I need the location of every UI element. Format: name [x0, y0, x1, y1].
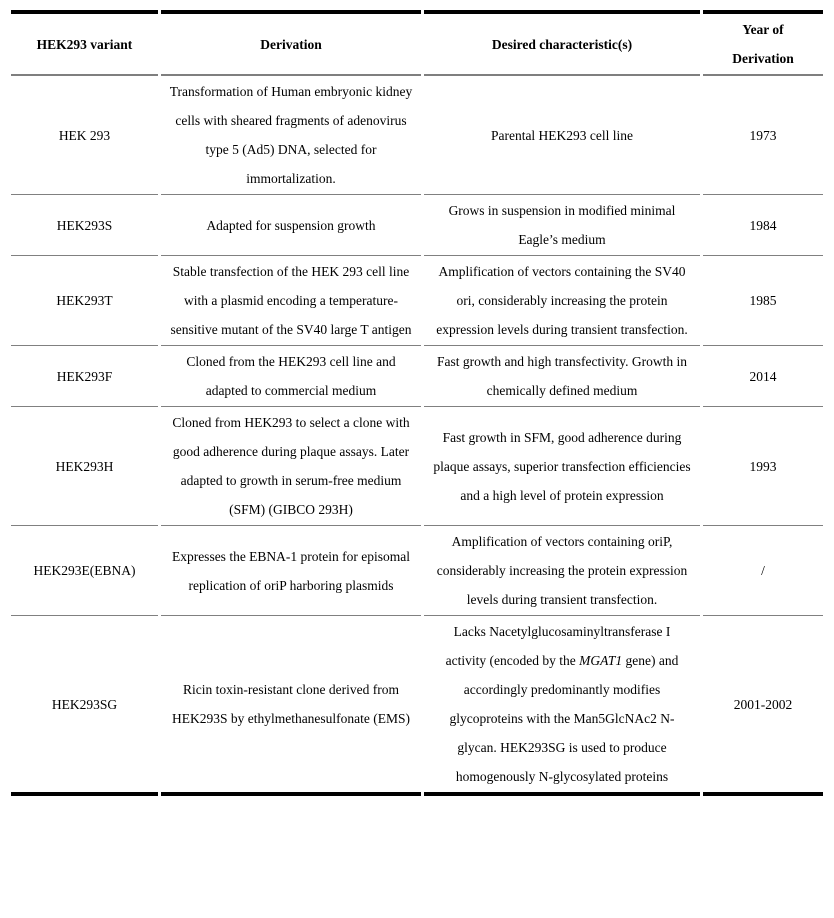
variant-cell: HEK293E(EBNA) [11, 526, 158, 616]
year-cell: 1993 [703, 407, 823, 526]
hek293-variants-table [8, 10, 826, 796]
characteristics-cell: Parental HEK293 cell line [424, 76, 700, 195]
header-year-of-derivation: Year of Derivation [703, 10, 823, 76]
table-header [11, 10, 823, 76]
characteristics-cell: Fast growth in SFM, good adherence during plaque assays, superior transfection efficiencies and a high level of protein expression [424, 407, 700, 526]
table-row-hek293h [11, 407, 823, 526]
table-row-hek293f [11, 346, 823, 407]
derivation-cell: Stable transfection of the HEK 293 cell line with a plasmid encoding a temperature-sensitive mutant of the SV40 large T antigen [161, 256, 421, 346]
characteristics-cell: Amplification of vectors containing oriP, considerably increasing the protein expression levels during transient transfection. [424, 526, 700, 616]
table-row-hek293sg [11, 616, 823, 796]
year-cell: 1985 [703, 256, 823, 346]
characteristics-text-post: gene) and accordingly predominantly modifies glycoproteins with the Man5GlcNAc2 N-glycan. HEK293SG is used to produce homogenously N-glycosylated proteins [449, 653, 679, 784]
variant-cell: HEK293SG [11, 616, 158, 796]
year-cell: 1984 [703, 195, 823, 256]
table-body [11, 76, 823, 796]
derivation-cell: Ricin toxin-resistant clone derived from HEK293S by ethylmethanesulfonate (EMS) [161, 616, 421, 796]
year-cell: 2014 [703, 346, 823, 407]
variant-cell: HEK293S [11, 195, 158, 256]
derivation-cell: Expresses the EBNA-1 protein for episomal replication of oriP harboring plasmids [161, 526, 421, 616]
characteristics-cell: Grows in suspension in modified minimal Eagle’s medium [424, 195, 700, 256]
header-desired-characteristics: Desired characteristic(s) [424, 10, 700, 76]
variant-cell: HEK293H [11, 407, 158, 526]
header-row [11, 10, 823, 76]
year-cell: 2001-2002 [703, 616, 823, 796]
header-derivation: Derivation [161, 10, 421, 76]
characteristics-cell: Fast growth and high transfectivity. Growth in chemically defined medium [424, 346, 700, 407]
table-row-hek293e-ebna [11, 526, 823, 616]
variant-cell: HEK293T [11, 256, 158, 346]
header-variant: HEK293 variant [11, 10, 158, 76]
derivation-cell: Cloned from the HEK293 cell line and adapted to commercial medium [161, 346, 421, 407]
derivation-cell: Cloned from HEK293 to select a clone with good adherence during plaque assays. Later adapted to growth in serum-free medium (SFM) (GIBCO 293H) [161, 407, 421, 526]
gene-name-italic: MGAT1 [579, 653, 623, 668]
year-cell: / [703, 526, 823, 616]
table-row-hek293s [11, 195, 823, 256]
year-cell: 1973 [703, 76, 823, 195]
characteristics-text-pre: Lacks Nacetylglucosaminyltransferase I activity (encoded by the [445, 624, 671, 668]
characteristics-cell: Amplification of vectors containing the SV40 ori, considerably increasing the protein expression levels during transient transfection. [424, 256, 700, 346]
variant-cell: HEK293F [11, 346, 158, 407]
variant-cell: HEK 293 [11, 76, 158, 195]
derivation-cell: Transformation of Human embryonic kidney cells with sheared fragments of adenovirus type 5 (Ad5) DNA, selected for immortalization. [161, 76, 421, 195]
table-row-hek293t [11, 256, 823, 346]
table-row-hek293 [11, 76, 823, 195]
characteristics-cell [424, 616, 700, 796]
derivation-cell: Adapted for suspension growth [161, 195, 421, 256]
